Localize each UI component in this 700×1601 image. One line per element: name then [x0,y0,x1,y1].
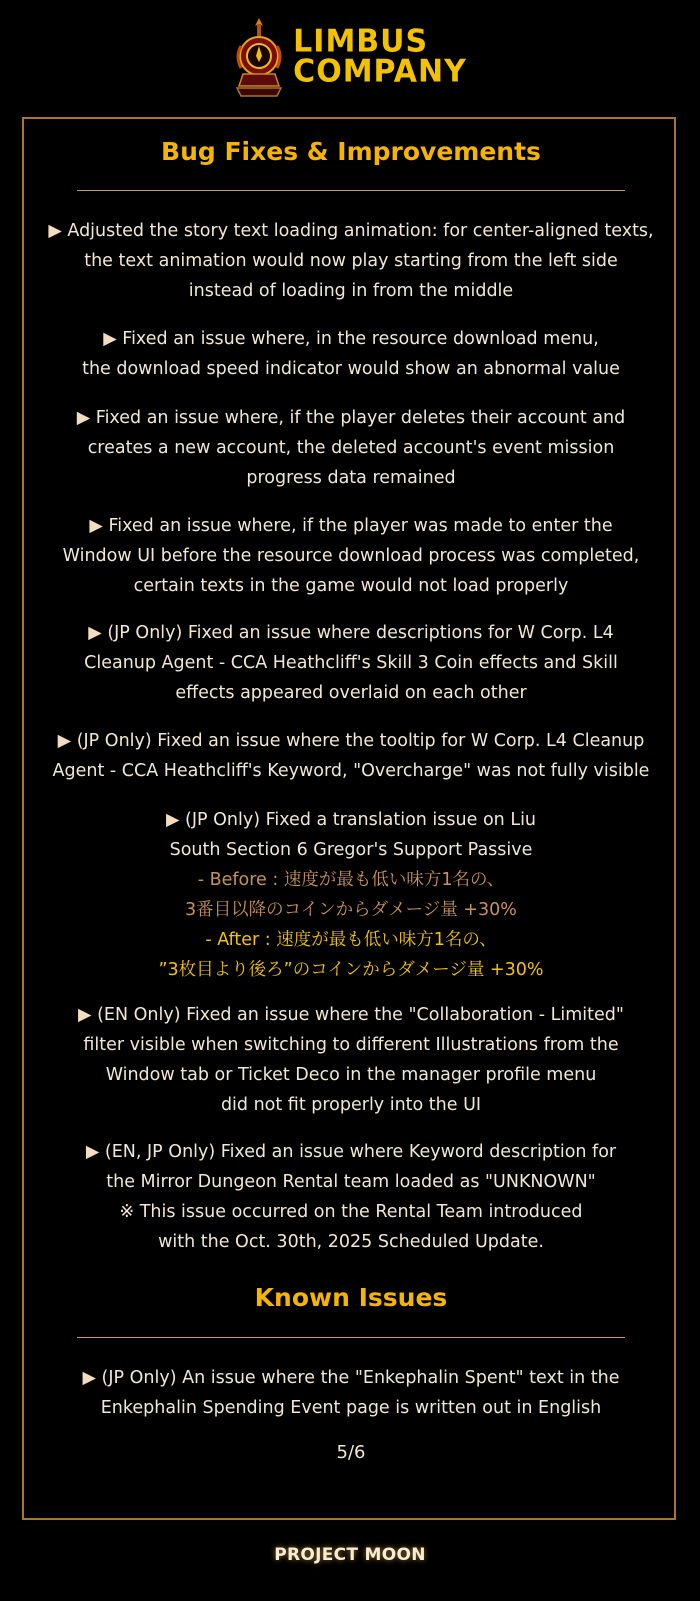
page-indicator: 5/6 [336,1442,366,1463]
bug-fix-item: ▶ (JP Only) Fixed an issue where the tooltip for W Corp. L4 Cleanup Agent - CCA Heathcliff's Keyword, "Overcharge" was not fully visible [52,731,650,781]
patch-notes-panel [22,117,676,1520]
bug-fix-item: ▶ Fixed an issue where, in the resource download menu, the download speed indicator would show an abnormal value [82,329,620,379]
known-issue-item: ▶ (JP Only) An issue where the "Enkephalin Spent" text in the Enkephalin Spending Event page is written out in English [82,1368,620,1418]
translation-before-text: 3番目以降のコインからダメージ量 +30% [185,900,517,920]
limbus-company-logo [0,16,700,98]
bug-fix-item: ▶ (EN, JP Only) Fixed an issue where Keyword description for the Mirror Dungeon Rental team loaded as "UNKNOWN" ※ This issue occurred on the Rental Team introduced with the Oct. 30th, 2025 Scheduled Update. [85,1142,617,1252]
known-issues-divider [77,1337,625,1338]
arrow-right-icon: ▶ [85,1142,100,1162]
logo-wordmark [293,23,467,90]
bug-fix-item: ▶ (JP Only) Fixed a translation issue on Liu South Section 6 Gregor's Support Passive - Before : 速度が最も低い味方1名の、 3番目以降のコインからダメージ量 +30% - After : 速度が最も低い味方1名の、 ”3枚目より後ろ”のコインからダメージ量 +30% [24,805,678,985]
bug-fixes-title: Bug Fixes & Improvements [161,137,541,166]
logo-line-2: COMPANY [293,53,467,90]
arrow-right-icon: ▶ [82,1368,96,1388]
translation-after-text: ”3枚目より後ろ”のコインからダメージ量 +30% [158,960,544,980]
bug-fix-item: ▶ Fixed an issue where, if the player deletes their account and creates a new account, the deleted account's event mission progress data remained [76,408,626,488]
translation-before-text: - Before : 速度が最も低い味方1名の、 [197,870,505,890]
arrow-right-icon: ▶ [88,623,102,643]
translation-after-text: - After : 速度が最も低い味方1名の、 [205,930,497,950]
bug-fix-item: ▶ Fixed an issue where, if the player was made to enter the Window UI before the resource download process was completed, certain texts in the game would not load properly [62,516,640,596]
logo-line-1: LIMBUS [293,23,429,60]
arrow-right-icon: ▶ [78,1005,92,1025]
bug-fix-item: ▶ (EN Only) Fixed an issue where the "Collaboration - Limited" filter visible when switching to different Illustrations from the Window tab or Ticket Deco in the manager profile menu did not fit properly into the UI [78,1005,624,1115]
arrow-right-icon: ▶ [103,329,117,349]
clock-emblem-icon [233,16,285,98]
project-moon-footer-logo: PROJECT MOON [274,1545,426,1565]
known-issues-title: Known Issues [254,1283,448,1312]
arrow-right-icon: ▶ [57,731,72,751]
bug-fix-item: ▶ (JP Only) Fixed an issue where descriptions for W Corp. L4 Cleanup Agent - CCA Heathcliff's Skill 3 Coin effects and Skill effects appeared overlaid on each other [84,623,618,703]
arrow-right-icon: ▶ [165,810,180,830]
arrow-right-icon: ▶ [76,408,91,428]
arrow-right-icon: ▶ [48,221,62,241]
arrow-right-icon: ▶ [89,516,103,536]
bug-fix-item: ▶ Adjusted the story text loading animation: for center-aligned texts, the text animation would now play starting from the left side instead of loading in from the middle [48,221,654,301]
bug-fixes-divider [77,190,625,191]
